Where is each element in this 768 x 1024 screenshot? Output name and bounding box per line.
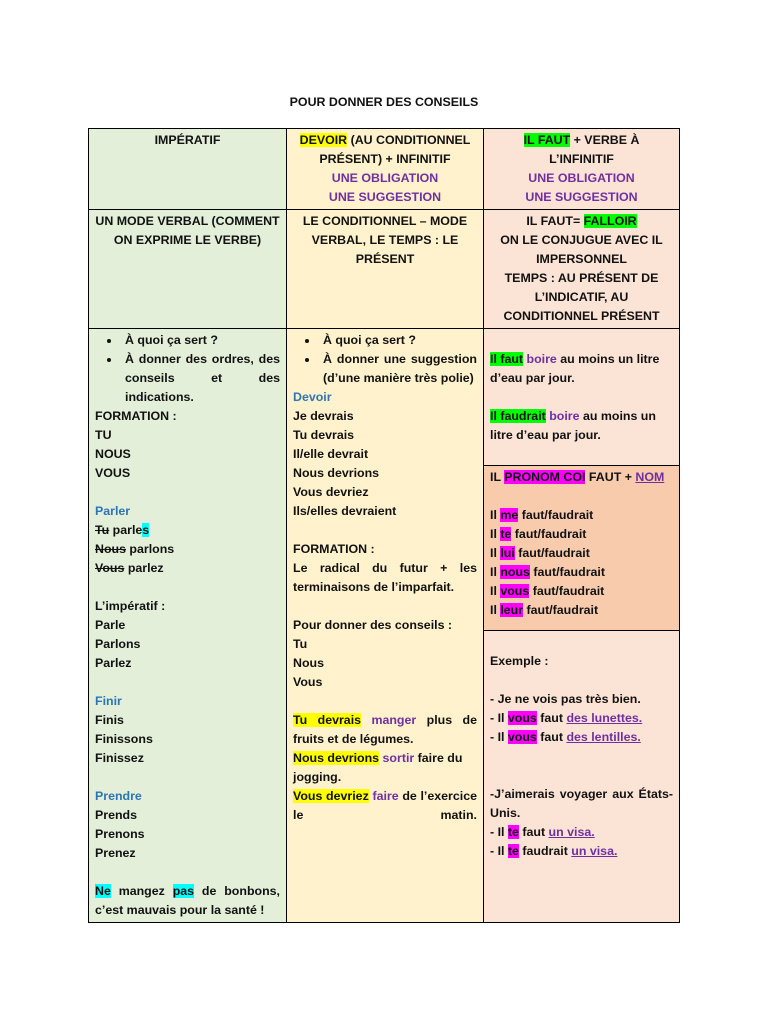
formation-heading: FORMATION : — [293, 542, 375, 556]
example-sentence: - Il vous faut des lentilles. — [490, 730, 641, 744]
pronom-coi-section — [484, 466, 680, 631]
suggestion-label: UNE SUGGESTION — [525, 190, 638, 204]
desc-conditionnel: LE CONDITIONNEL – MODE VERBAL, LE TEMPS : LE PRÉSENT — [287, 210, 484, 329]
header-imperatif: IMPÉRATIF — [89, 129, 287, 210]
example-sentence: Vous devriez faire de l’exercice le matin. — [293, 789, 477, 822]
example-sentence: - Il te faut un visa. — [490, 825, 595, 839]
imperatif-content: • À quoi ça sert ? • À donner des ordres, des conseils et des indications. FORMATION : TU NOUS VOUS Parler Tu parles Nous parlons Vous parlez L’impératif : Parle Parlons Parlez Finir Finis Finissons Finissez Prendre Prends Prenons Prenez Ne mangez pas de bonbons, c’est mauvais pour la santé ! — [89, 329, 287, 923]
obligation-label: UNE OBLIGATION — [331, 171, 439, 185]
header-row — [89, 129, 680, 210]
exemple-section: Exemple : - Je ne vois pas très bien. - Il vous faut des lunettes. - Il vous faut des lentilles. -J’aimerais voyager aux États-Unis. - Il te faut un visa. - Il te faudrait un visa. — [484, 631, 680, 923]
desc-falloir: IL FAUT= FALLOIR ON LE CONJUGUE AVEC IL IMPERSONNEL TEMPS : AU PRÉSENT DE L’INDICATIF, AU CONDITIONNEL PRÉSENT — [484, 210, 680, 329]
obligation-label: UNE OBLIGATION — [528, 171, 635, 185]
formation-heading: FORMATION : — [95, 409, 177, 423]
pronom-line: Il leur faut/faudrait — [490, 603, 599, 617]
verb-finir: Finir — [95, 694, 122, 708]
example-sentence: Tu devrais manger plus de fruits et de légumes. — [293, 713, 477, 746]
devoir-bullets — [293, 331, 477, 388]
pronom-line: Il lui faut/faudrait — [490, 546, 590, 560]
imperatif-bullets — [95, 331, 280, 407]
example-sentence: Nous devrions sortir faire du jogging. — [293, 751, 463, 784]
example-sentence: - Il te faudrait un visa. — [490, 844, 618, 858]
page-title: POUR DONNER DES CONSEILS — [289, 95, 479, 109]
list-item: • À donner des ordres, des conseils et des indications. — [121, 350, 280, 407]
pronom-formula: IL PRONOM COI FAUT + NOM — [490, 470, 665, 484]
verb-prendre: Prendre — [95, 789, 142, 803]
il-faut-examples — [484, 329, 680, 466]
description-row — [89, 210, 680, 329]
list-item: • À quoi ça sert ? — [319, 331, 477, 350]
devoir-highlight: DEVOIR — [299, 133, 348, 147]
falloir-highlight: FALLOIR — [583, 214, 637, 228]
conjugation-line: Tu parles — [95, 523, 150, 537]
verb-parler: Parler — [95, 504, 131, 518]
example-sentence: Il faut boire au moins un litre d’eau par jour. — [490, 352, 660, 385]
example-sentence: Il faudrait boire au moins un litre d’eau par jour. — [490, 409, 656, 442]
header-il-faut: IL FAUT + VERBE À L’INFINITIF UNE OBLIGATION UNE SUGGESTION — [484, 129, 680, 210]
header-devoir: DEVOIR (AU CONDITIONNEL PRÉSENT) + INFINITIF UNE OBLIGATION UNE SUGGESTION — [287, 129, 484, 210]
list-item: • À donner une suggestion (d’une manière très polie) — [319, 350, 477, 388]
pronom-line: Il te faut/faudrait — [490, 527, 587, 541]
pronom-line: Il me faut/faudrait — [490, 508, 594, 522]
pronom-line: Il vous faut/faudrait — [490, 584, 605, 598]
suggestion-label: UNE SUGGESTION — [328, 190, 442, 204]
verb-devoir: Devoir — [293, 390, 332, 404]
negative-example: Ne mangez pas de bonbons, c’est mauvais pour la santé ! — [95, 884, 280, 917]
devoir-content: • À quoi ça sert ? • À donner une suggestion (d’une manière très polie) Devoir Je devrais Tu devrais Il/elle devrait Nous devrions Vous devriez Ils/elles devraient FORMATION : Le radical du futur + les terminaisons de l’imparfait. Pour donner des conseils : Tu Nous Vous Tu devrais manger plus de fruits et de légumes. Nous devrions sortir faire du jogging. Vous devriez faire de l’exercice le matin. — [287, 329, 484, 923]
desc-imperatif: UN MODE VERBAL (COMMENT ON EXPRIME LE VERBE) — [89, 210, 287, 329]
exemple-heading: Exemple : — [490, 654, 549, 668]
il-faut-highlight: IL FAUT — [523, 133, 571, 147]
pronom-line: Il nous faut/faudrait — [490, 565, 605, 579]
example-sentence: - Il vous faut des lunettes. — [490, 711, 643, 725]
conjugation-line: Nous parlons — [95, 542, 175, 556]
conjugation-line: Vous parlez — [95, 561, 164, 575]
list-item: • À quoi ça sert ? — [121, 331, 280, 350]
advice-table — [88, 128, 680, 923]
content-row-1 — [89, 329, 680, 466]
